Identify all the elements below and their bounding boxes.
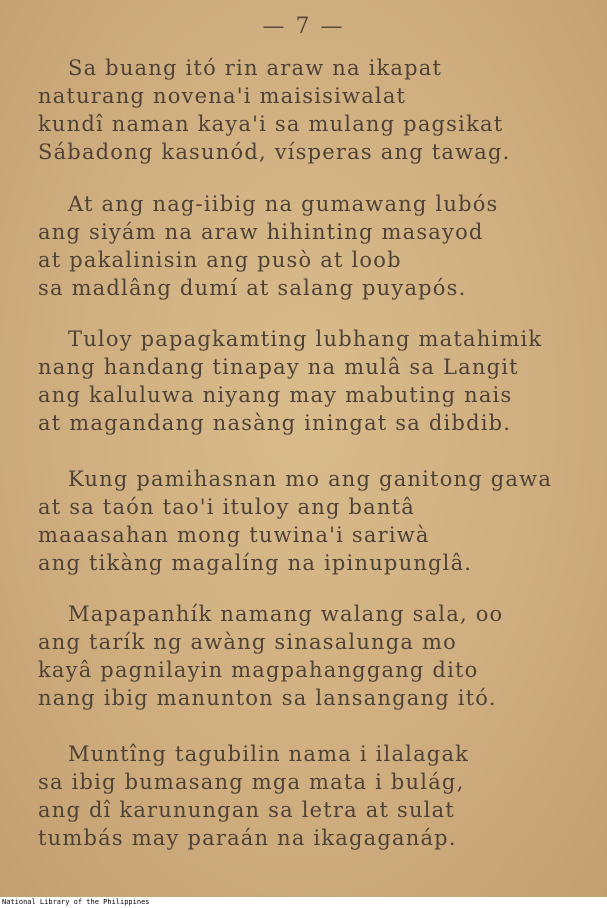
verse-line: nang handang tinapay na mulâ sa Langit — [38, 355, 519, 379]
verse-line: ang siyám na araw hihinting masayod — [38, 220, 484, 244]
verse-line: at sa taón tao'i ituloy ang bantâ — [38, 495, 415, 519]
verse-line: sa madlâng dumí at salang puyapós. — [38, 276, 467, 300]
verse-line: sa ibig bumasang mga mata i bulág, — [38, 770, 465, 794]
verse-line: Sábadong kasunód, vísperas ang tawag. — [38, 140, 511, 164]
stanza-5 — [38, 600, 578, 712]
verse-line: at pakalinisin ang pusò at loob — [38, 248, 402, 272]
verse-line: at magandang nasàng iningat sa dibdib. — [38, 411, 512, 435]
verse-line: kayâ pagnilayin magpahanggang dito — [38, 658, 479, 682]
verse-line: Tuloy papagkamting lubhang matahimik — [68, 327, 543, 351]
verse-line: ang dî karunungan sa letra at sulat — [38, 798, 455, 822]
verse-line: nang ibig manunton sa lansangang itó. — [38, 686, 497, 710]
attribution-text: National Library of the Philippines — [2, 898, 150, 906]
stanza-3 — [38, 325, 578, 437]
verse-line: kundî naman kaya'i sa mulang pagsikat — [38, 112, 504, 136]
verse-line: tumbás may paraán na ikagaganáp. — [38, 826, 457, 850]
verse-line: ang tarík ng awàng sinasalunga mo — [38, 630, 457, 654]
verse-line: maaasahan mong tuwina'i sariwà — [38, 523, 430, 547]
verse-line: ang kaluluwa niyang may mabuting nais — [38, 383, 513, 407]
verse-line: Mapapanhík namang walang sala, oo — [68, 602, 504, 626]
verse-line: Muntîng tagubilin nama i ilalagak — [68, 742, 470, 766]
page-number: — 7 — — [262, 14, 345, 39]
attribution-footer — [0, 897, 607, 908]
stanza-2 — [38, 190, 578, 302]
verse-line: naturang novena'i maisisiwalat — [38, 84, 407, 108]
verse-line: ang tikàng magalíng na ipinupunglâ. — [38, 551, 473, 575]
verse-line: At ang nag-iibig na gumawang lubós — [68, 192, 499, 216]
verse-line: Sa buang itó rin araw na ikapat — [68, 56, 443, 80]
verse-line: Kung pamihasnan mo ang ganitong gawa — [68, 467, 553, 491]
stanza-4 — [38, 465, 578, 577]
stanza-6 — [38, 740, 578, 852]
stanza-1 — [38, 54, 578, 166]
